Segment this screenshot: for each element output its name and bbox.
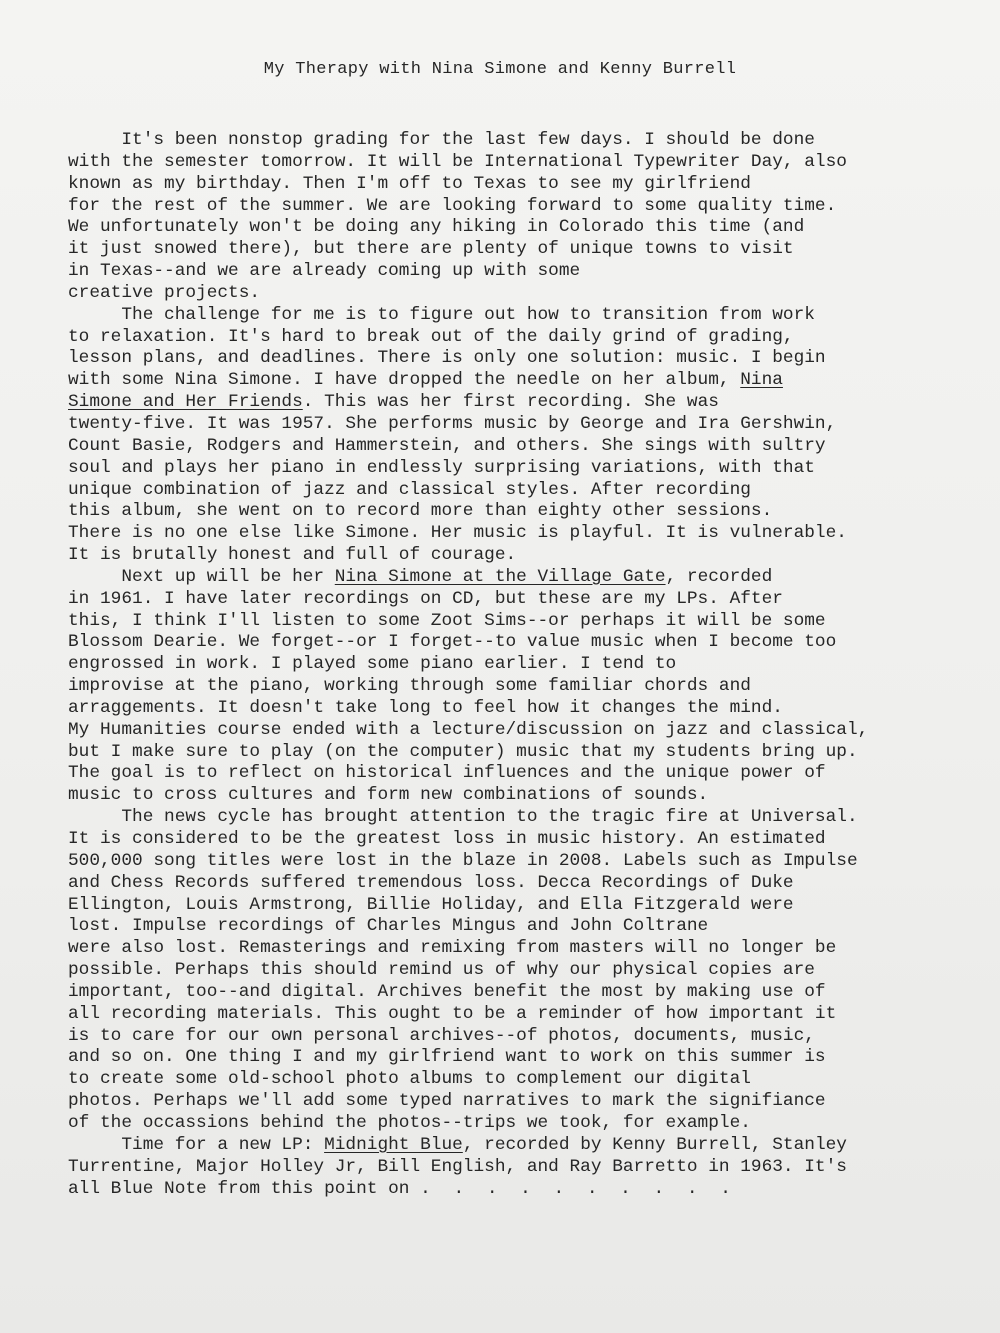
text-line <box>68 217 968 239</box>
text-line <box>68 807 968 829</box>
text-run: Blossom Dearie. We forget--or I forget--to value music when I become too <box>68 632 837 653</box>
text-run: It is brutally honest and full of courage. <box>68 545 517 566</box>
text-line <box>68 1113 968 1135</box>
text-line <box>68 305 968 327</box>
text-run: all recording materials. This ought to be a reminder of how important it <box>68 1003 837 1024</box>
text-line <box>68 152 968 174</box>
text-run: and so on. One thing I and my girlfriend want to work on this summer is <box>68 1047 826 1068</box>
text-run: with the semester tomorrow. It will be International Typewriter Day, also <box>68 151 847 172</box>
text-run: this album, she went on to record more than eighty other sessions. <box>68 501 773 522</box>
text-run: creative projects. <box>68 282 261 303</box>
text-line <box>68 742 968 764</box>
text-run: improvise at the piano, working through some familiar chords and <box>68 676 751 697</box>
text-run: lost. Impulse recordings of Charles Mingus and John Coltrane <box>68 916 709 937</box>
essay-body <box>68 130 968 1200</box>
text-run: music to cross cultures and form new combinations of sounds. <box>68 785 709 806</box>
text-line <box>68 1179 968 1201</box>
text-line <box>68 1157 968 1179</box>
text-line <box>68 1069 968 1091</box>
text-line <box>68 458 968 480</box>
text-line <box>68 348 968 370</box>
text-line <box>68 480 968 502</box>
text-run: Next up will be her <box>68 566 335 587</box>
text-line <box>68 676 968 698</box>
text-run: We unfortunately won't be doing any hiking in Colorado this time (and <box>68 217 805 238</box>
page-title: My Therapy with Nina Simone and Kenny Burrell <box>263 60 737 79</box>
text-line <box>68 829 968 851</box>
text-line <box>68 720 968 742</box>
text-line <box>68 698 968 720</box>
text-run: , recorded by Kenny Burrell, Stanley <box>462 1134 847 1155</box>
text-line <box>68 785 968 807</box>
text-run: twenty-five. It was 1957. She performs music by George and Ira Gershwin, <box>68 413 837 434</box>
text-line <box>68 414 968 436</box>
text-run: with some Nina Simone. I have dropped the needle on her album, <box>68 370 741 391</box>
text-line <box>68 130 968 152</box>
text-run: It is considered to be the greatest loss in music history. An estimated <box>68 829 826 849</box>
text-line <box>68 261 968 283</box>
ellipsis-dots: . . . . . . . . . . <box>420 1178 737 1199</box>
text-run: My Humanities course ended with a lecture/discussion on jazz and classical, <box>68 719 869 740</box>
text-line <box>68 545 968 567</box>
text-line <box>68 916 968 938</box>
text-line <box>68 654 968 676</box>
text-run: There is no one else like Simone. Her music is playful. It is vulnerable. <box>68 523 847 544</box>
text-run: all Blue Note from this point on <box>68 1178 421 1199</box>
text-run: lesson plans, and deadlines. There is only one solution: music. I begin <box>68 348 826 369</box>
text-run: unique combination of jazz and classical styles. After recording <box>68 479 751 500</box>
text-line <box>68 632 968 654</box>
text-run: , recorded <box>665 566 773 587</box>
text-run: The news cycle has brought attention to the tragic fire at Universal. <box>68 807 858 828</box>
text-run: Ellington, Louis Armstrong, Billie Holiday, and Ella Fitzgerald were <box>68 894 794 915</box>
text-run: photos. Perhaps we'll add some typed narratives to mark the signifiance <box>68 1091 826 1112</box>
text-run: important, too--and digital. Archives benefit the most by making use of <box>68 981 826 1002</box>
text-line <box>68 873 968 895</box>
text-line <box>68 501 968 523</box>
text-line <box>68 327 968 349</box>
text-run: to relaxation. It's hard to break out of the daily grind of grading, <box>68 326 794 347</box>
text-line <box>68 1026 968 1048</box>
text-run: in 1961. I have later recordings on CD, but these are my LPs. After <box>68 588 783 609</box>
text-run: and Chess Records suffered tremendous loss. Decca Recordings of Duke <box>68 872 794 893</box>
text-line <box>68 196 968 218</box>
text-run: It's been nonstop grading for the last few days. I should be done <box>68 130 815 150</box>
text-line <box>68 763 968 785</box>
text-run: for the rest of the summer. We are looking forward to some quality time. <box>68 195 837 216</box>
text-line <box>68 370 968 392</box>
text-line <box>68 1047 968 1069</box>
text-run: Count Basie, Rodgers and Hammerstein, and others. She sings with sultry <box>68 435 826 456</box>
text-run: arraggements. It doesn't take long to feel how it changes the mind. <box>68 697 783 718</box>
text-run: . This was her first recording. She was <box>302 392 719 413</box>
text-run: but I make sure to play (on the computer) music that my students bring up. <box>68 741 858 762</box>
underlined-title: Simone and Her Friends <box>68 392 303 413</box>
text-line <box>68 1135 968 1157</box>
text-run: this, I think I'll listen to some Zoot Sims--or perhaps it will be some <box>68 610 826 631</box>
text-line <box>68 938 968 960</box>
text-line <box>68 1091 968 1113</box>
text-run: The goal is to reflect on historical influences and the unique power of <box>68 763 826 784</box>
underlined-title: Midnight Blue <box>324 1134 463 1155</box>
text-line <box>68 960 968 982</box>
text-run: in Texas--and we are already coming up with some <box>68 261 581 282</box>
text-run: were also lost. Remasterings and remixing from masters will no longer be <box>68 938 837 959</box>
text-line <box>68 611 968 633</box>
text-line <box>68 436 968 458</box>
text-run: to create some old-school photo albums to complement our digital <box>68 1069 751 1090</box>
text-line <box>68 174 968 196</box>
underlined-title: Nina Simone at the Village Gate <box>334 566 666 587</box>
text-line <box>68 895 968 917</box>
text-line <box>68 283 968 305</box>
text-run: 500,000 song titles were lost in the blaze in 2008. Labels such as Impulse <box>68 850 858 871</box>
text-run: is to care for our own personal archives--of photos, documents, music, <box>68 1025 815 1046</box>
text-line <box>68 567 968 589</box>
text-run: it just snowed there), but there are plenty of unique towns to visit <box>68 239 794 260</box>
text-run: of the occassions behind the photos--trips we took, for example. <box>68 1112 751 1133</box>
text-run: engrossed in work. I played some piano earlier. I tend to <box>68 654 677 675</box>
text-line <box>68 982 968 1004</box>
text-run: soul and plays her piano in endlessly surprising variations, with that <box>68 457 815 478</box>
text-run: known as my birthday. Then I'm off to Texas to see my girlfriend <box>68 173 751 194</box>
text-run: Time for a new LP: <box>68 1134 325 1155</box>
text-line <box>68 1004 968 1026</box>
text-line <box>68 851 968 873</box>
text-line <box>68 523 968 545</box>
text-run: Turrentine, Major Holley Jr, Bill English, and Ray Barretto in 1963. It's <box>68 1156 847 1177</box>
text-line <box>68 239 968 261</box>
underlined-title: Nina <box>740 370 783 391</box>
text-run: possible. Perhaps this should remind us of why our physical copies are <box>68 960 815 981</box>
text-run: The challenge for me is to figure out how to transition from work <box>68 304 815 325</box>
text-line <box>68 589 968 611</box>
text-line <box>68 392 968 414</box>
